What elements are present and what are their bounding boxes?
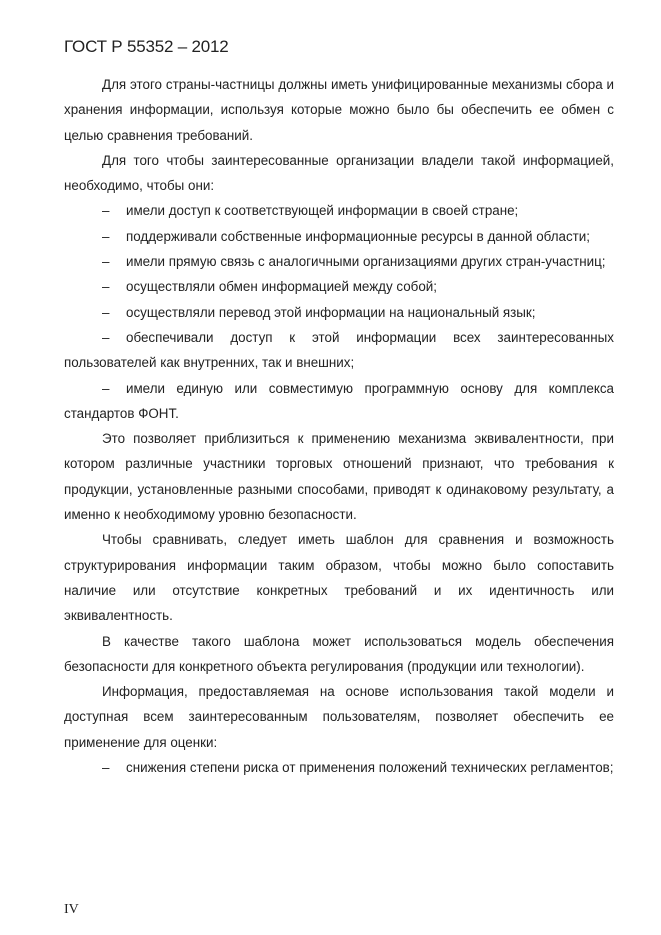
list-item-text: поддерживали собственные информационные ресурсы в данной области;: [126, 228, 590, 244]
list-item: [64, 755, 614, 780]
list-item: [64, 325, 614, 376]
paragraph: Для того чтобы заинтересованные организации владели такой информацией, необходимо, чтобы они:: [64, 152, 614, 194]
dash-marker: –: [102, 329, 110, 345]
list-item-text: обеспечивали доступ к этой информации всех заинтересованных пользователей как внутренних, так и внешних;: [64, 329, 614, 371]
dash-marker: –: [102, 203, 110, 219]
dash-marker: –: [102, 304, 110, 320]
paragraph: Это позволяет приблизиться к применению механизма эквивалентности, при котором различные участники торговых отношений признают, что требования к продукции, установленные разными способами, приводят к одинаковому результату, а именно к необходимому уровню безопасности.: [64, 431, 614, 523]
paragraph: В качестве такого шаблона может использоваться модель обеспечения безопасности для конкретного объекта регулирования (продукции или технологии).: [64, 633, 614, 674]
document-header: ГОСТ Р 55352 – 2012: [64, 37, 229, 56]
list-item-text: осуществляли перевод этой информации на национальный язык;: [126, 304, 536, 320]
dash-marker: –: [102, 760, 110, 776]
list-item-text: снижения степени риска от применения положений технических регламентов;: [126, 760, 614, 776]
list-item: [64, 300, 614, 325]
page-number: IV: [64, 902, 79, 917]
paragraph: Чтобы сравнивать, следует иметь шаблон для сравнения и возможность структурирования информации таким образом, чтобы можно было сопоставить наличие или отсутствие конкретных требований и их идентичность или эквивалентность.: [64, 532, 614, 624]
list-item-text: имели единую или совместимую программную основу для комплекса стандартов ФОНТ.: [64, 380, 614, 421]
list-item: [64, 198, 614, 223]
page-body: [64, 72, 614, 780]
paragraph: Для этого страны-частницы должны иметь унифицированные механизмы сбора и хранения информации, используя которые можно было бы обеспечить ее обмен с целью сравнения требований.: [64, 77, 614, 143]
dash-marker: –: [102, 254, 110, 270]
dash-marker: –: [102, 380, 110, 396]
list-item: [64, 376, 614, 427]
paragraph: Информация, предоставляемая на основе использования такой модели и доступная всем заинтересованным пользователям, позволяет обеспечить ее применение для оценки:: [64, 684, 614, 750]
dash-marker: –: [102, 279, 110, 295]
list-item: [64, 249, 614, 274]
list-item-text: имели доступ к соответствующей информации в своей стране;: [126, 203, 519, 219]
list-item: [64, 274, 614, 299]
dash-marker: –: [102, 228, 110, 244]
list-item-text: имели прямую связь с аналогичными организациями других стран-участниц;: [126, 254, 606, 270]
list-item-text: осуществляли обмен информацией между собой;: [126, 279, 437, 295]
list-item: [64, 224, 614, 249]
